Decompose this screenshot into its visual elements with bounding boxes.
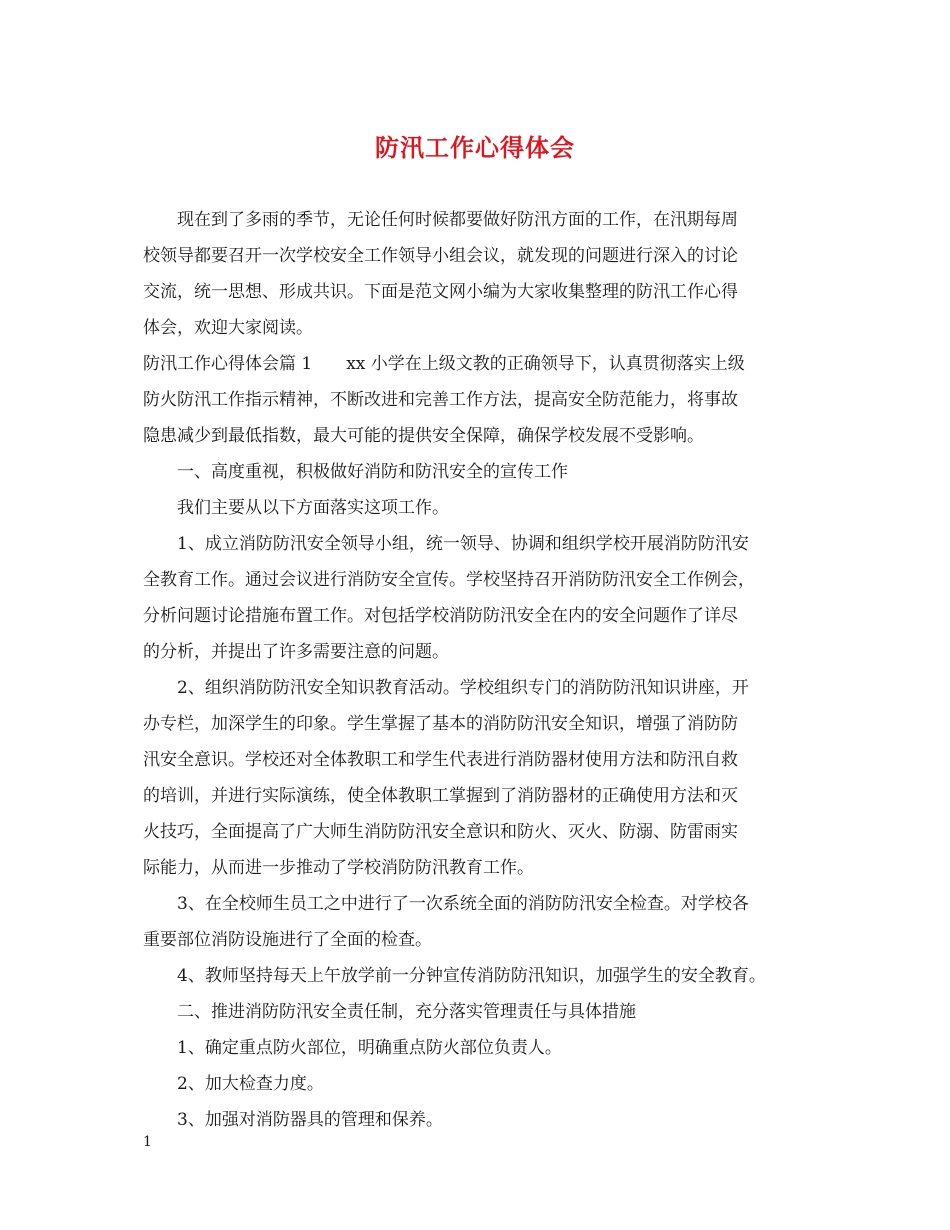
paragraph-line: 全教育工作。通过会议进行消防安全宣传。学校坚持召开消防防汛安全工作例会， [143, 570, 755, 590]
page-number: 1 [143, 1134, 152, 1150]
paragraph-line: 火技巧，全面提高了广大师生消防防汛安全意识和防火、灭火、防溺、防雷雨实 [143, 822, 738, 842]
paragraph-line: 3、加强对消防器具的管理和保养。 [177, 1110, 443, 1130]
paragraph-line: 分析问题讨论措施布置工作。对包括学校消防防汛安全在内的安全问题作了详尽 [143, 606, 738, 626]
page-title: 防汛工作心得体会 [375, 133, 575, 162]
paragraph-line: 的培训，并进行实际演练，使全体教职工掌握到了消防器材的正确使用方法和灭 [143, 786, 738, 806]
paragraph-line: 隐患减少到最低指数，最大可能的提供安全保障，确保学校发展不受影响。 [143, 426, 704, 446]
section-heading: 二、推进消防防汛安全责任制，充分落实管理责任与具体措施 [177, 1002, 636, 1022]
paragraph-line: 重要部位消防设施进行了全面的检查。 [143, 930, 432, 950]
paragraph-line: 防火防汛工作指示精神，不断改进和完善工作方法，提高安全防范能力，将事故 [143, 390, 738, 410]
paragraph-line: 交流，统一思想、形成共识。下面是范文网小编为大家收集整理的防汛工作心得 [143, 282, 738, 302]
paragraph-line: 办专栏，加深学生的印象。学生掌握了基本的消防防汛安全知识，增强了消防防 [143, 714, 738, 734]
paragraph-line: 2、组织消防防汛安全知识教育活动。学校组织专门的消防防汛知识讲座，开 [177, 678, 749, 698]
paragraph-line: 1、成立消防防汛安全领导小组，统一领导、协调和组织学校开展消防防汛安 [177, 534, 749, 554]
paragraph-line: 3、在全校师生员工之中进行了一次系统全面的消防防汛安全检查。对学校各 [177, 894, 749, 914]
section-heading: 一、高度重视，积极做好消防和防汛安全的宣传工作 [177, 462, 568, 482]
paragraph-line: 我们主要从以下方面落实这项工作。 [177, 498, 449, 518]
paragraph-line: 防汛工作心得体会篇 1 xx 小学在上级文教的正确领导下，认真贯彻落实上级 [143, 354, 745, 374]
paragraph-line: 的分析，并提出了许多需要注意的问题。 [143, 642, 449, 662]
paragraph-line: 1、确定重点防火部位，明确重点防火部位负责人。 [177, 1038, 562, 1058]
paragraph-line: 2、加大检查力度。 [177, 1074, 324, 1094]
paragraph-line: 4、教师坚持每天上午放学前一分钟宣传消防防汛知识，加强学生的安全教育。 [177, 966, 766, 986]
paragraph-line: 校领导都要召开一次学校安全工作领导小组会议，就发现的问题进行深入的讨论 [143, 246, 738, 266]
paragraph-line: 汛安全意识。学校还对全体教职工和学生代表进行消防器材使用方法和防汛自救 [143, 750, 738, 770]
paragraph-line: 现在到了多雨的季节，无论任何时候都要做好防汛方面的工作，在汛期每周 [177, 210, 738, 230]
paragraph-line: 体会，欢迎大家阅读。 [143, 318, 313, 338]
paragraph-line: 际能力，从而进一步推动了学校消防防汛教育工作。 [143, 858, 534, 878]
